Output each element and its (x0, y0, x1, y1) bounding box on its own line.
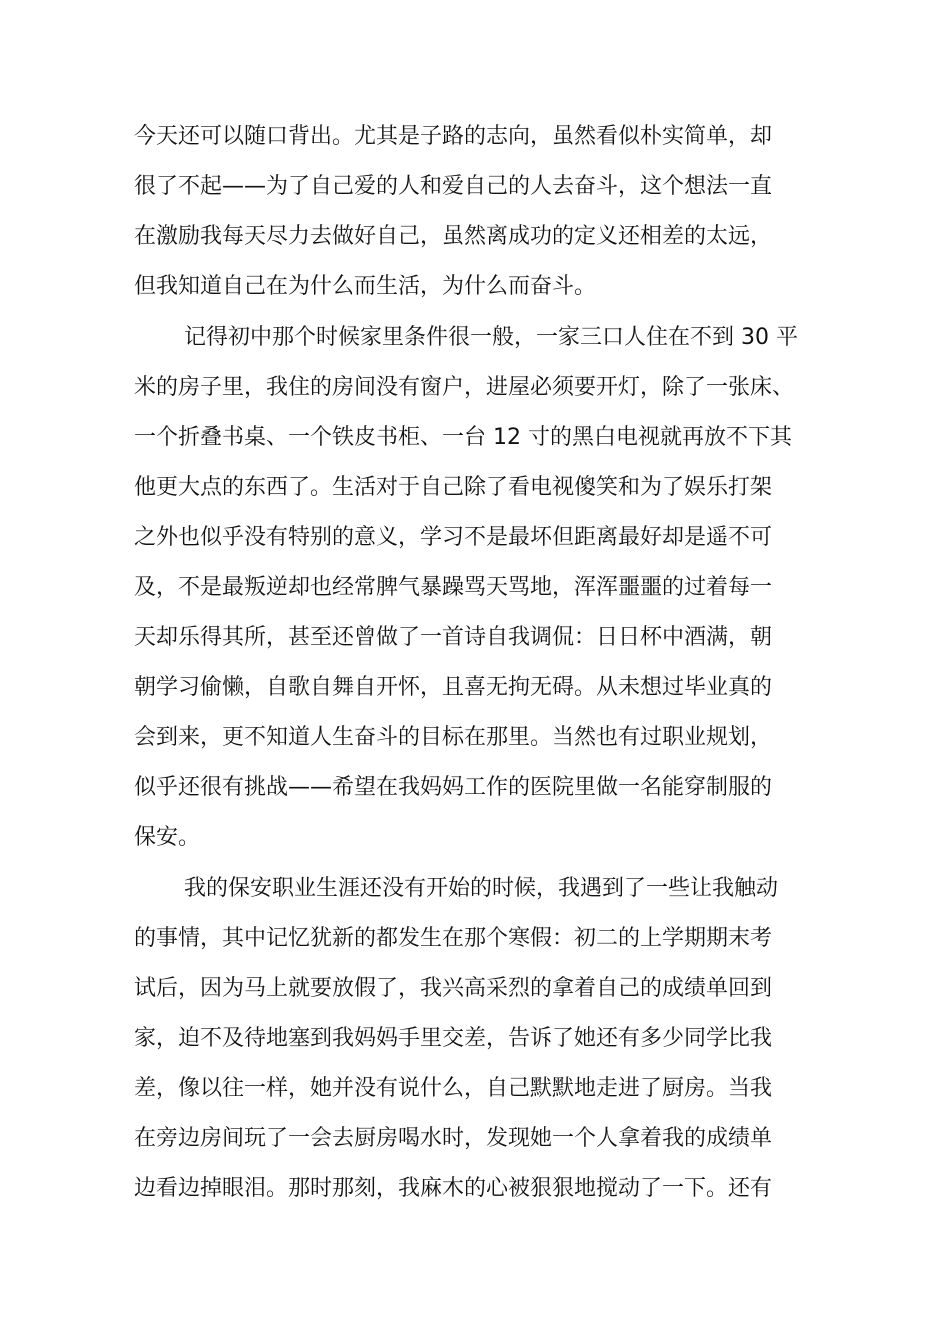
text-line: 保安。 (134, 825, 201, 850)
text-line: 我的保安职业生涯还没有开始的时候，我遇到了一些让我触动 (184, 876, 779, 901)
text-line: 之外也似乎没有特别的意义，学习不是最坏但距离最好却是遥不可 (134, 525, 773, 550)
text-line: 一个折叠书桌、一个铁皮书柜、一台 12 寸的黑白电视就再放不下其 (134, 425, 792, 450)
text-line: 他更大点的东西了。生活对于自己除了看电视傻笑和为了娱乐打架 (134, 475, 773, 500)
text-line: 天却乐得其所，甚至还曾做了一首诗自我调侃：日日杯中酒满，朝 (134, 625, 773, 650)
document-body (134, 112, 834, 1214)
text-line: 记得初中那个时候家里条件很一般，一家三口人住在不到 30 平 (184, 325, 798, 350)
text-line: 今天还可以随口背出。尤其是子路的志向，虽然看似朴实简单，却 (134, 124, 773, 149)
text-line: 差，像以往一样，她并没有说什么，自己默默地走进了厨房。当我 (134, 1076, 773, 1101)
text-line: 的事情，其中记忆犹新的都发生在那个寒假：初二的上学期期末考 (134, 926, 773, 951)
paragraph-2 (134, 313, 834, 863)
text-line: 会到来，更不知道人生奋斗的目标在那里。当然也有过职业规划， (134, 725, 773, 750)
text-line: 边看边掉眼泪。那时那刻，我麻木的心被狠狠地搅动了一下。还有 (134, 1176, 773, 1201)
text-line: 似乎还很有挑战——希望在我妈妈工作的医院里做一名能穿制服的 (134, 775, 773, 800)
text-line: 试后，因为马上就要放假了，我兴高采烈的拿着自己的成绩单回到 (134, 976, 773, 1001)
paragraph-1 (134, 112, 834, 312)
text-line: 很了不起——为了自己爱的人和爱自己的人去奋斗，这个想法一直 (134, 174, 773, 199)
text-line: 米的房子里，我住的房间没有窗户，进屋必须要开灯，除了一张床、 (134, 375, 795, 400)
text-line: 家，迫不及待地塞到我妈妈手里交差，告诉了她还有多少同学比我 (134, 1026, 773, 1051)
text-line: 但我知道自己在为什么而生活，为什么而奋斗。 (134, 274, 597, 299)
text-line: 在激励我每天尽力去做好自己，虽然离成功的定义还相差的太远， (134, 224, 773, 249)
text-line: 在旁边房间玩了一会去厨房喝水时，发现她一个人拿着我的成绩单 (134, 1126, 773, 1151)
paragraph-3 (134, 864, 834, 1214)
text-line: 及，不是最叛逆却也经常脾气暴躁骂天骂地，浑浑噩噩的过着每一 (134, 575, 773, 600)
text-line: 朝学习偷懒，自歌自舞自开怀，且喜无拘无碍。从未想过毕业真的 (134, 675, 773, 700)
